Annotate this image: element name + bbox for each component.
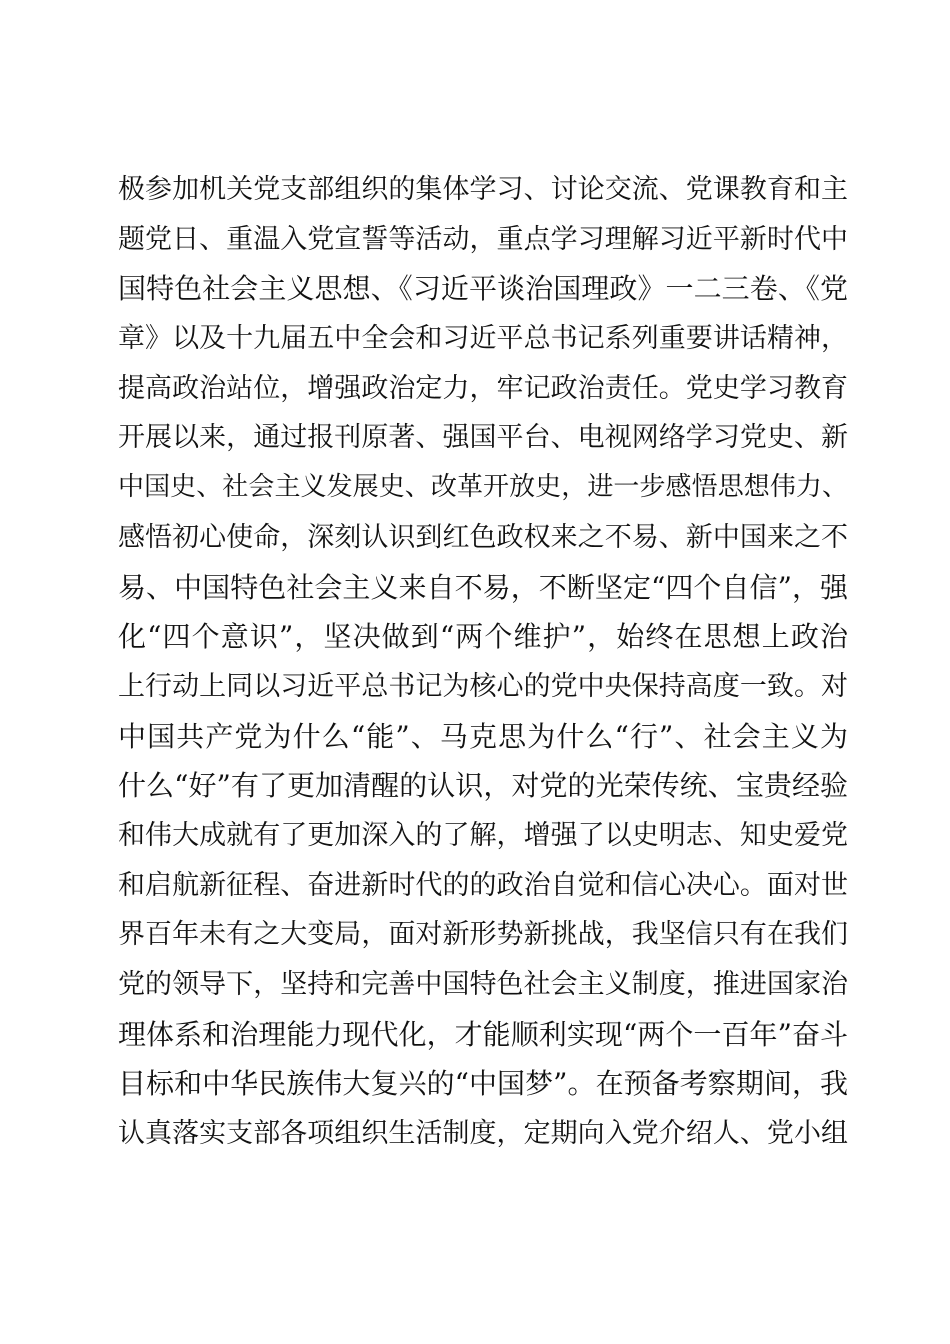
- text-line-10: 化“四个意识”，坚决做到“两个维护”，始终在思想上政治: [118, 620, 848, 654]
- text-line-13: 什么“好”有了更加清醒的认识，对党的光荣传统、宝贵经验: [118, 769, 848, 803]
- text-line-8: 感悟初心使命，深刻认识到红色政权来之不易、新中国来之不: [118, 521, 848, 553]
- text-line-19: 目标和中华民族伟大复兴的“中国梦”。在预备考察期间，我: [118, 1067, 848, 1101]
- text-line-17: 党的领导下，坚持和完善中国特色社会主义制度，推进国家治: [118, 969, 848, 1000]
- text-line-5: 提高政治站位，增强政治定力，牢记政治责任。党史学习教育: [118, 372, 848, 404]
- text-line-9: 易、中国特色社会主义来自不易，不断坚定“四个自信”，强: [118, 570, 848, 604]
- text-line-12: 中国共产党为什么“能”、马克思为什么“行”、社会主义为: [118, 719, 848, 753]
- text-line-18: 理体系和治理能力现代化，才能顺利实现“两个一百年”奋斗: [118, 1017, 848, 1051]
- text-line-11: 上行动上同以习近平总书记为核心的党中央保持高度一致。对: [118, 670, 848, 702]
- text-line-20: 认真落实支部各项组织生活制度，定期向入党介绍人、党小组: [118, 1118, 848, 1150]
- text-line-14: 和伟大成就有了更加深入的了解，增强了以史明志、知史爱党: [118, 819, 848, 851]
- text-line-6: 开展以来，通过报刊原著、强国平台、电视网络学习党史、新: [118, 422, 848, 454]
- text-line-16: 界百年未有之大变局，面对新形势新挑战，我坚信只有在我们: [118, 919, 848, 951]
- text-line-7: 中国史、社会主义发展史、改革开放史，进一步感悟思想伟力、: [118, 472, 848, 503]
- body-paragraph: [118, 165, 848, 1159]
- text-line-4: 章》以及十九届五中全会和习近平总书记系列重要讲话精神，: [118, 323, 848, 355]
- text-line-1: 极参加机关党支部组织的集体学习、讨论交流、党课教育和主: [118, 174, 848, 205]
- text-line-2: 题党日、重温入党宣誓等活动，重点学习理解习近平新时代中: [118, 223, 848, 255]
- text-line-3: 国特色社会主义思想、《习近平谈治国理政》一二三卷、《党: [118, 272, 848, 306]
- text-line-15: 和启航新征程、奋进新时代的的政治自觉和信心决心。面对世: [118, 869, 848, 901]
